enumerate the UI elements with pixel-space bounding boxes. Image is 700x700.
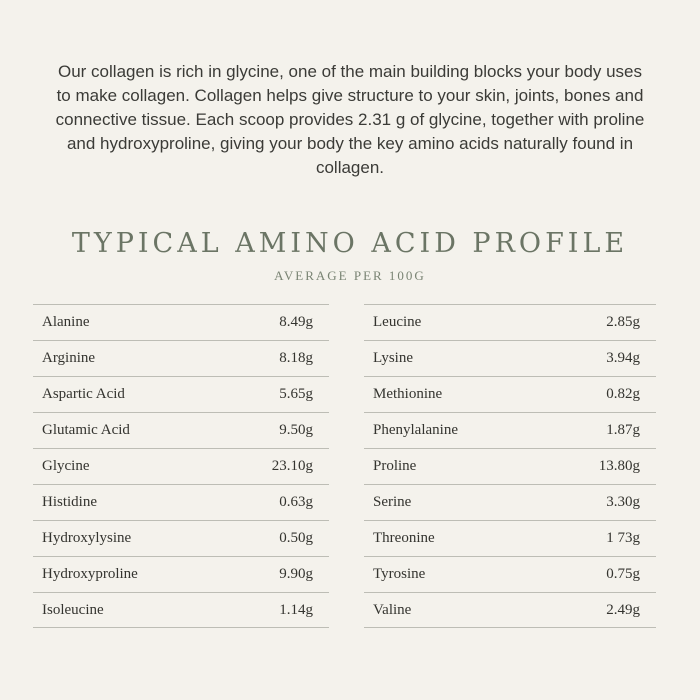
amino-acid-value: 1 73g bbox=[606, 530, 640, 546]
amino-acid-table-left bbox=[33, 304, 329, 628]
amino-acid-name: Proline bbox=[373, 458, 417, 474]
amino-acid-value: 5.65g bbox=[279, 386, 313, 402]
table-row bbox=[33, 340, 329, 376]
amino-acid-name: Histidine bbox=[42, 494, 97, 510]
amino-acid-value: 8.49g bbox=[279, 314, 313, 330]
amino-acid-value: 9.90g bbox=[279, 566, 313, 582]
table-row bbox=[364, 556, 656, 592]
table-row bbox=[33, 376, 329, 412]
amino-acid-name: Aspartic Acid bbox=[42, 386, 125, 402]
table-row bbox=[33, 412, 329, 448]
table-row bbox=[364, 448, 656, 484]
amino-acid-value: 0.63g bbox=[279, 494, 313, 510]
amino-acid-name: Glutamic Acid bbox=[42, 422, 130, 438]
table-row bbox=[33, 592, 329, 628]
table-row bbox=[364, 484, 656, 520]
amino-acid-value: 3.94g bbox=[606, 350, 640, 366]
amino-acid-value: 1.87g bbox=[606, 422, 640, 438]
amino-acid-name: Leucine bbox=[373, 314, 422, 330]
table-row bbox=[364, 304, 656, 340]
amino-acid-value: 3.30g bbox=[606, 494, 640, 510]
amino-acid-value: 2.85g bbox=[606, 314, 640, 330]
intro-paragraph: Our collagen is rich in glycine, one of the main building blocks your body uses to make collagen. Collagen helps give structure to your skin, joints, bones and connective tissue. Each scoop provides 2.31 g of glycine, together with proline and hydroxyproline, giving your body the key amino acids naturally found in collagen. bbox=[55, 62, 645, 177]
amino-acid-value: 0.75g bbox=[606, 566, 640, 582]
amino-acid-name: Arginine bbox=[42, 350, 96, 366]
amino-acid-value: 9.50g bbox=[279, 422, 313, 438]
amino-acid-value: 0.50g bbox=[279, 530, 313, 546]
amino-acid-name: Alanine bbox=[42, 314, 90, 330]
page-subtitle: AVERAGE PER 100G bbox=[274, 268, 426, 283]
amino-acid-table-right bbox=[364, 304, 656, 628]
table-row bbox=[364, 520, 656, 556]
amino-acid-name: Lysine bbox=[373, 350, 413, 366]
amino-acid-name: Isoleucine bbox=[42, 601, 104, 618]
amino-acid-value: 2.49g bbox=[606, 601, 640, 618]
amino-acid-name: Glycine bbox=[42, 458, 90, 474]
table-row bbox=[33, 520, 329, 556]
table-row bbox=[364, 376, 656, 412]
table-row bbox=[33, 484, 329, 520]
amino-acid-name: Hydroxylysine bbox=[42, 530, 132, 546]
amino-acid-name: Serine bbox=[373, 494, 412, 510]
amino-acid-name: Methionine bbox=[373, 386, 443, 402]
table-row bbox=[364, 592, 656, 628]
amino-acid-name: Valine bbox=[373, 601, 412, 618]
amino-acid-name: Hydroxyproline bbox=[42, 566, 138, 582]
page-title: TYPICAL AMINO ACID PROFILE bbox=[71, 228, 629, 259]
amino-acid-value: 13.80g bbox=[598, 458, 640, 474]
table-row bbox=[33, 448, 329, 484]
amino-acid-value: 0.82g bbox=[606, 386, 640, 402]
amino-acid-value: 8.18g bbox=[279, 350, 313, 366]
table-row bbox=[33, 304, 329, 340]
table-row bbox=[33, 556, 329, 592]
table-row bbox=[364, 340, 656, 376]
amino-acid-value: 1.14g bbox=[279, 601, 313, 618]
amino-acid-name: Tyrosine bbox=[373, 566, 426, 582]
amino-acid-name: Threonine bbox=[373, 530, 435, 546]
amino-acid-name: Phenylalanine bbox=[373, 422, 458, 438]
amino-acid-value: 23.10g bbox=[271, 458, 313, 474]
table-row bbox=[364, 412, 656, 448]
